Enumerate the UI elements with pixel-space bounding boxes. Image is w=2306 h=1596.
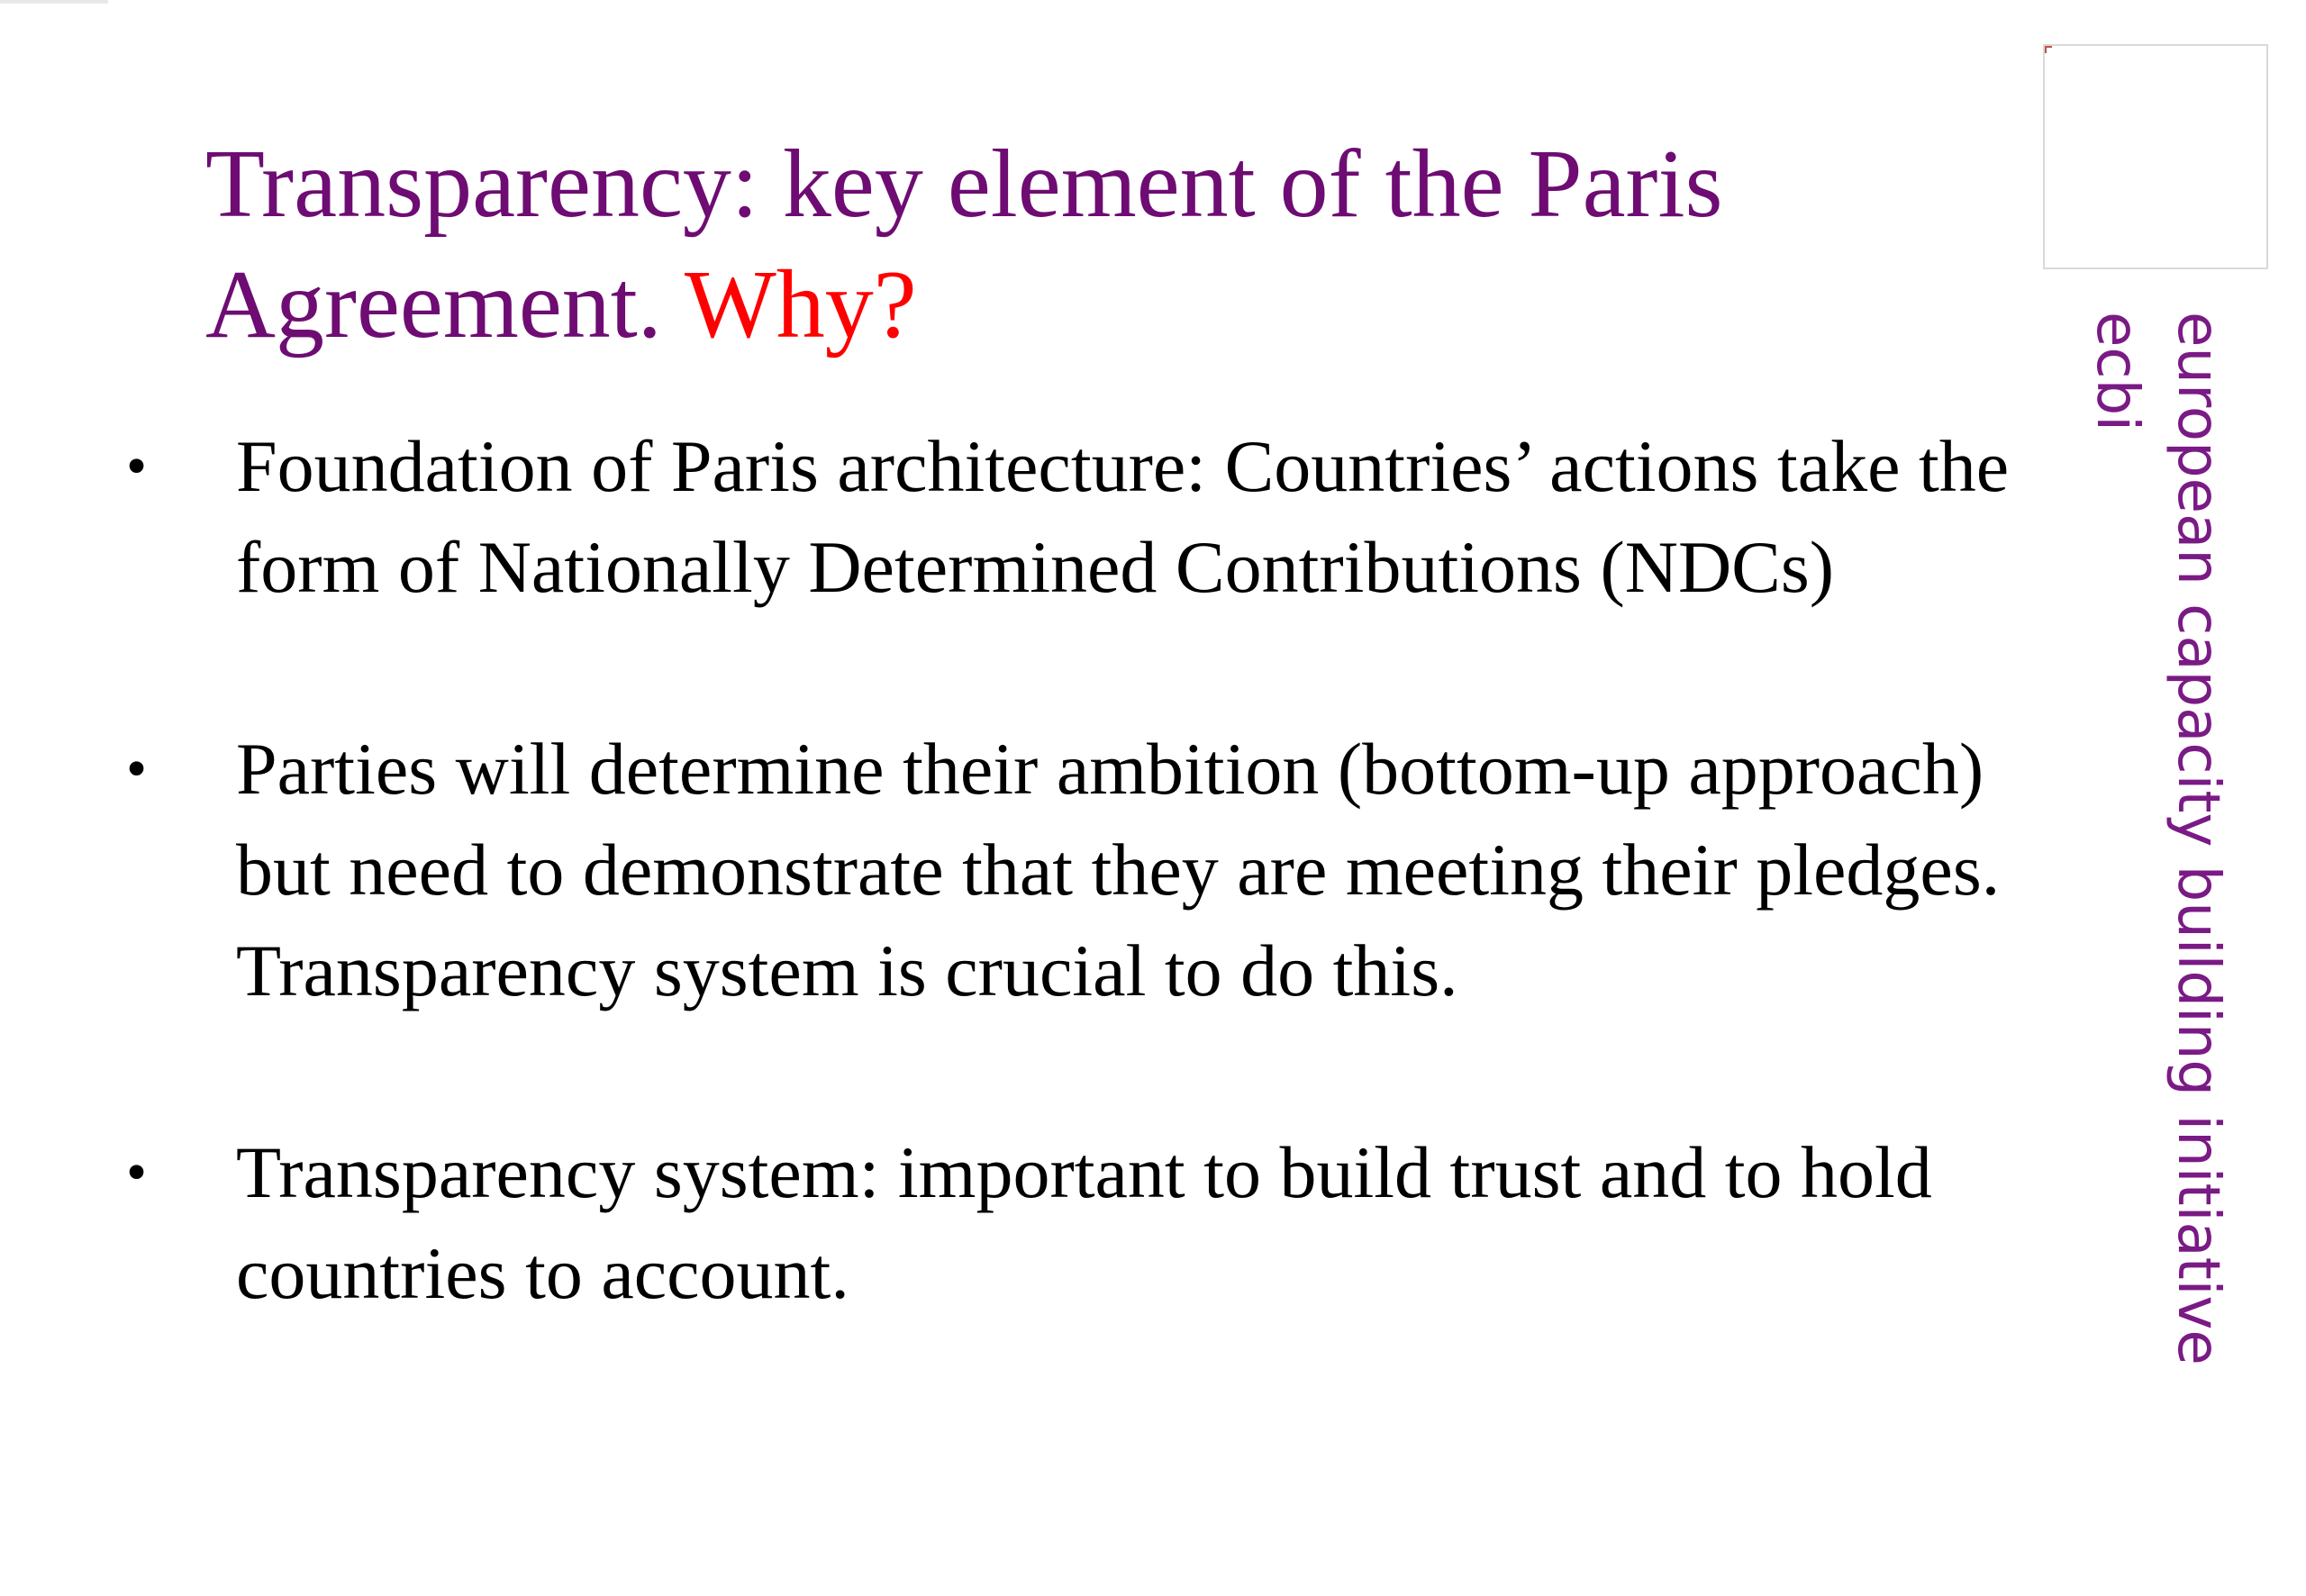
sidebar-organization-name: european capacity building initiative bbox=[2165, 312, 2231, 1365]
bullet-item-1 bbox=[0, 416, 2065, 618]
bullet-list bbox=[0, 416, 2072, 1425]
logo-placeholder-image bbox=[2043, 44, 2268, 269]
bullet-item-3 bbox=[0, 1122, 2065, 1324]
bullet-dot-icon: • bbox=[126, 1139, 148, 1205]
title-emphasis-text: Why? bbox=[684, 251, 917, 358]
broken-image-icon bbox=[2045, 46, 2052, 53]
bullet-dot-icon: • bbox=[126, 736, 148, 802]
bullet-dot-icon: • bbox=[126, 433, 148, 499]
slide-title bbox=[205, 124, 2007, 366]
bullet-item-2 bbox=[0, 719, 2065, 1021]
top-left-thumbnail-strip bbox=[0, 0, 108, 4]
bullet-text-2: Parties will determine their ambition (bottom-up approach) but need to demonstrate that they are meeting their pledges. Transparency system is crucial to do this. bbox=[236, 728, 2001, 1011]
bullet-text-1: Foundation of Paris architecture: Countries’ actions take the form of Nationally Determined Contributions (NDCs) bbox=[236, 425, 2010, 608]
sidebar-organization-abbreviation: ecbi bbox=[2084, 312, 2150, 431]
title-main-text: Transparency: key element of the Paris Agreement. bbox=[205, 131, 1723, 358]
bullet-text-3: Transparency system: important to build trust and to hold countries to account. bbox=[236, 1131, 1932, 1314]
